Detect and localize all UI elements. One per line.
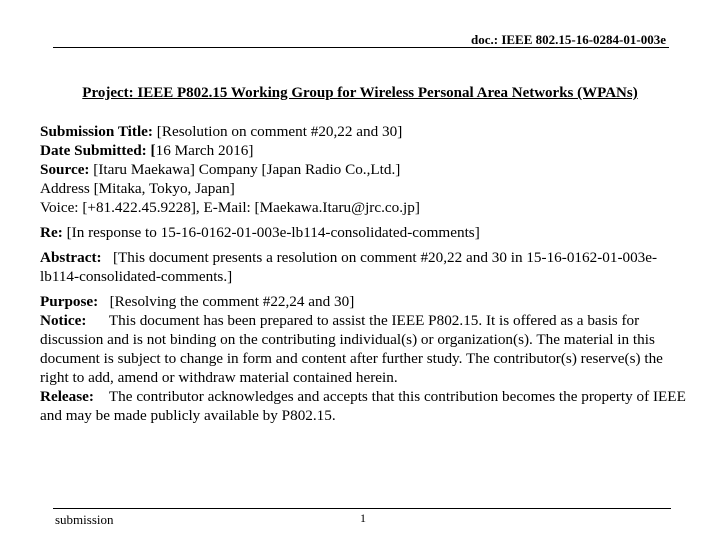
submission-title-label: Submission Title: [40, 123, 153, 140]
page-number: 1 [360, 511, 366, 525]
re-line [40, 223, 686, 242]
footer-divider [53, 508, 671, 509]
purpose-label: Purpose: [40, 293, 99, 310]
purpose-value: [Resolving the comment #22,24 and 30] [109, 293, 355, 310]
date-submitted-line [40, 141, 686, 160]
source-label: Source: [40, 161, 90, 178]
project-title: Project: IEEE P802.15 Working Group for Wireless Personal Area Networks (WPANs) [82, 85, 638, 101]
abstract-value: [This document presents a resolution on comment #20,22 and 30 in 15-16-0162-01-003e-lb114-consolidated-comments.] [40, 249, 658, 285]
re-value: [In response to 15-16-0162-01-003e-lb114-consolidated-comments] [66, 224, 480, 241]
footer-submission: submission [55, 512, 114, 527]
source-line [40, 160, 686, 179]
date-submitted-label: Date Submitted: [ [40, 142, 156, 159]
submission-title-line [40, 122, 686, 141]
notice-label: Notice: [40, 312, 87, 329]
header-divider [53, 47, 669, 48]
date-submitted-value: 16 March 2016] [155, 142, 254, 159]
notice-value: This document has been prepared to assist the IEEE P802.15. It is offered as a basis for discussion and is not binding on the contributing individual(s) or organization(s). The material in this document is subject to change in form and content after further study. The contributor(s) reserve(s) the right to add, amend or withdraw material contained herein. [40, 312, 663, 386]
notice-paragraph [40, 311, 686, 387]
address-line: Address [Mitaka, Tokyo, Japan] [40, 180, 235, 197]
purpose-line [40, 292, 686, 311]
release-label: Release: [40, 388, 94, 405]
release-value: The contributor acknowledges and accepts that this contribution becomes the property of IEEE and may be made publicly available by P802.15. [40, 388, 686, 424]
document-id: doc.: IEEE 802.15-16-0284-01-003e [471, 32, 666, 47]
submission-title-value: [Resolution on comment #20,22 and 30] [156, 123, 403, 140]
abstract-paragraph [40, 248, 686, 286]
source-value: [Itaru Maekawa] Company [Japan Radio Co.,Ltd.] [93, 161, 401, 178]
release-paragraph [40, 387, 686, 425]
abstract-label: Abstract: [40, 249, 102, 266]
re-label: Re: [40, 224, 63, 241]
submission-body [40, 122, 686, 425]
voice-email-line: Voice: [+81.422.45.9228], E-Mail: [Maekawa.Itaru@jrc.co.jp] [40, 199, 420, 216]
